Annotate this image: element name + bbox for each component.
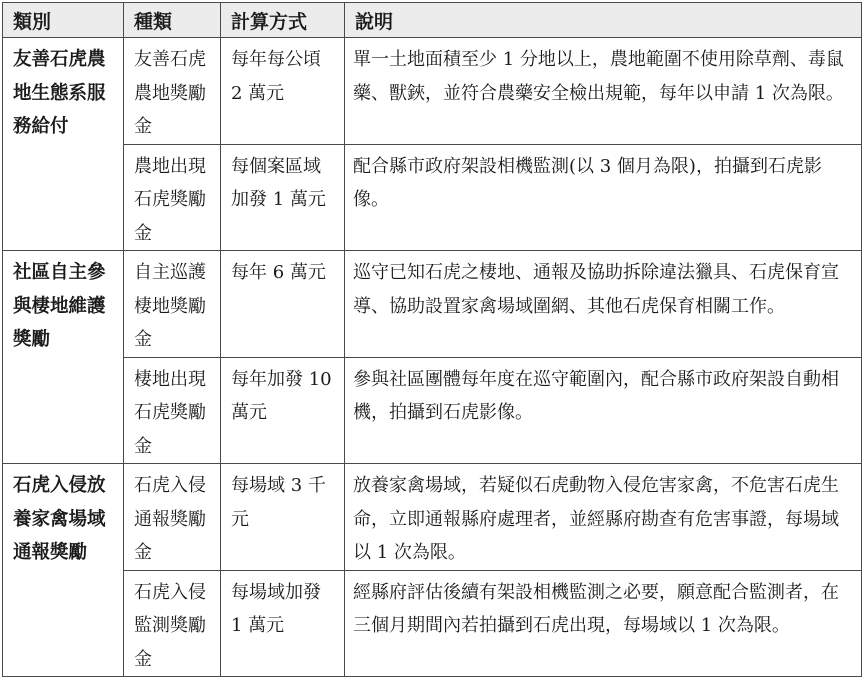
subsidy-table	[2, 2, 862, 677]
description-cell: 巡守已知石虎之棲地、通報及協助拆除違法獵具、石虎保育宣導、協助設置家禽場域圍網、其他石虎保育相關工作。	[345, 251, 862, 358]
calc-cell: 每年每公頃 2 萬元	[221, 38, 345, 145]
table-row	[3, 144, 862, 251]
description-cell: 參與社區團體每年度在巡守範圍內，配合縣市政府架設自動相機，拍攝到石虎影像。	[345, 357, 862, 464]
header-row	[3, 3, 862, 38]
category-cell: 石虎入侵放養家禽場域通報獎勵	[3, 464, 124, 677]
type-cell: 棲地出現石虎獎勵金	[124, 357, 221, 464]
table-row	[3, 357, 862, 464]
table-row	[3, 251, 862, 358]
table-row	[3, 464, 862, 571]
category-cell: 友善石虎農地生態系服務給付	[3, 38, 124, 251]
header-type: 種類	[124, 3, 221, 38]
table-row	[3, 570, 862, 677]
type-cell: 石虎入侵通報獎勵金	[124, 464, 221, 571]
type-cell: 自主巡護棲地獎勵金	[124, 251, 221, 358]
calc-cell: 每場域加發 1 萬元	[221, 570, 345, 677]
type-cell: 農地出現石虎獎勵金	[124, 144, 221, 251]
calc-cell: 每個案區域加發 1 萬元	[221, 144, 345, 251]
type-cell: 友善石虎農地獎勵金	[124, 38, 221, 145]
description-cell: 經縣府評估後續有架設相機監測之必要，願意配合監測者，在三個月期間內若拍攝到石虎出現，每場域以 1 次為限。	[345, 570, 862, 677]
header-category: 類別	[3, 3, 124, 38]
description-cell: 放養家禽場域，若疑似石虎動物入侵危害家禽，不危害石虎生命，立即通報縣府處理者，並經縣府勘查有危害事證，每場域以 1 次為限。	[345, 464, 862, 571]
description-cell: 配合縣市政府架設相機監測(以 3 個月為限)，拍攝到石虎影像。	[345, 144, 862, 251]
calc-cell: 每場域 3 千元	[221, 464, 345, 571]
description-cell: 單一土地面積至少 1 分地以上，農地範圍不使用除草劑、毒鼠藥、獸鋏，並符合農藥安全檢出規範，每年以申請 1 次為限。	[345, 38, 862, 145]
type-cell: 石虎入侵監測獎勵金	[124, 570, 221, 677]
calc-cell: 每年 6 萬元	[221, 251, 345, 358]
header-calculation: 計算方式	[221, 3, 345, 38]
table-row	[3, 38, 862, 145]
calc-cell: 每年加發 10 萬元	[221, 357, 345, 464]
category-cell: 社區自主參與棲地維護獎勵	[3, 251, 124, 464]
header-description: 說明	[345, 3, 862, 38]
